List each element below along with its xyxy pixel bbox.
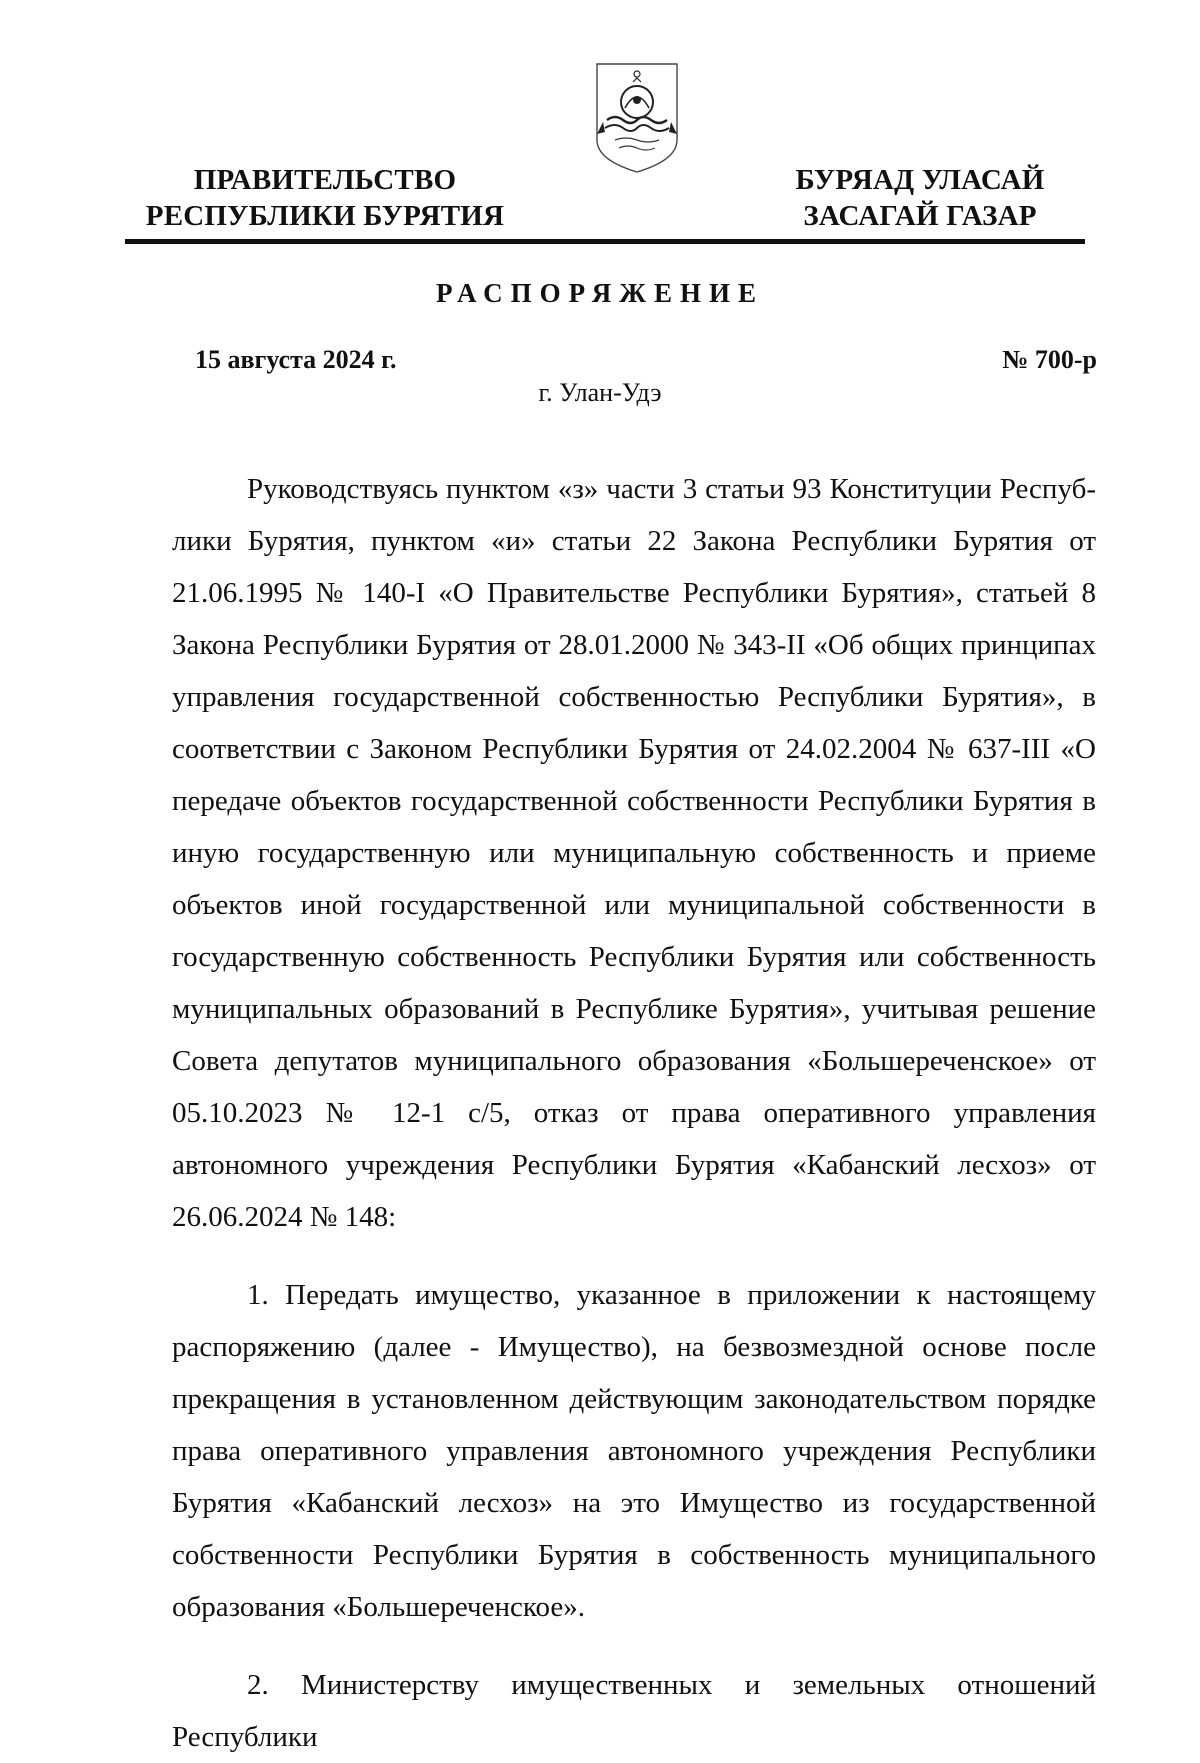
org-name-russian — [125, 162, 525, 234]
document-city: г. Улан-Удэ — [538, 378, 662, 407]
org-name-buryat-line1: БУРЯАД УЛАСАЙ — [795, 164, 1045, 196]
org-name-russian-line2: РЕСПУБЛИКИ БУРЯТИЯ — [145, 200, 505, 232]
coat-of-arms-icon — [593, 60, 681, 176]
org-name-buryat — [755, 162, 1085, 234]
letterhead — [125, 50, 1085, 240]
item-2-paragraph: 2. Министерству имущественных и земельных отношений Республики — [172, 1669, 1096, 1753]
document-date: 15 августа 2024 г. — [195, 345, 397, 374]
org-name-buryat-line2: ЗАСАГАЙ ГАЗАР — [803, 200, 1037, 232]
document-body — [172, 463, 1096, 1763]
item-1-paragraph: 1. Передать имущество, указанное в приложении к настоящему распоряжению (далее - Имущество), на безвозмездной основе после прекращения в установленном действующим законодательством порядке права оперативного управления автономного учреждения Республики Бурятия «Кабанский лесхоз» на это Имущество из государственной собственности Республики Бурятия в собственность муниципального образования «Большереченское». — [172, 1279, 1096, 1623]
header-divider — [125, 239, 1085, 244]
document-number: № 700-р — [1002, 345, 1097, 374]
preamble-paragraph: Руководствуясь пунктом «з» части 3 статьи 93 Конституции Республики Бурятия, пунктом «и» статьи 22 Закона Республики Бурятия от 21.06.1995 № 140-I «О Правительстве Республики Бурятия», статьей 8 Закона Республики Бурятия от 28.01.2000 № 343-II «Об общих принципах управления государственной собственностью Республики Бурятия», в соответствии с Законом Республики Бурятия от 24.02.2004 № 637-III «О передаче объектов государственной собственности Республики Бурятия в иную государственную или муниципальную собственность и приеме объектов иной государственной или муниципальной собственности в государственную собственность Республики Бурятия или собственность муниципальных образований в Республике Бурятия», учитывая решение Совета депутатов муниципального образования «Большереченское» от 05.10.2023 № 12-1 с/5, отказ от права оперативного управления автономного учреждения Республики Бурятия «Кабанский лесхоз» от 26.06.2024 № 148: — [172, 473, 1096, 1233]
document-type-title: РАСПОРЯЖЕНИЕ — [435, 278, 765, 308]
org-name-russian-line1: ПРАВИТЕЛЬСТВО — [193, 164, 457, 196]
